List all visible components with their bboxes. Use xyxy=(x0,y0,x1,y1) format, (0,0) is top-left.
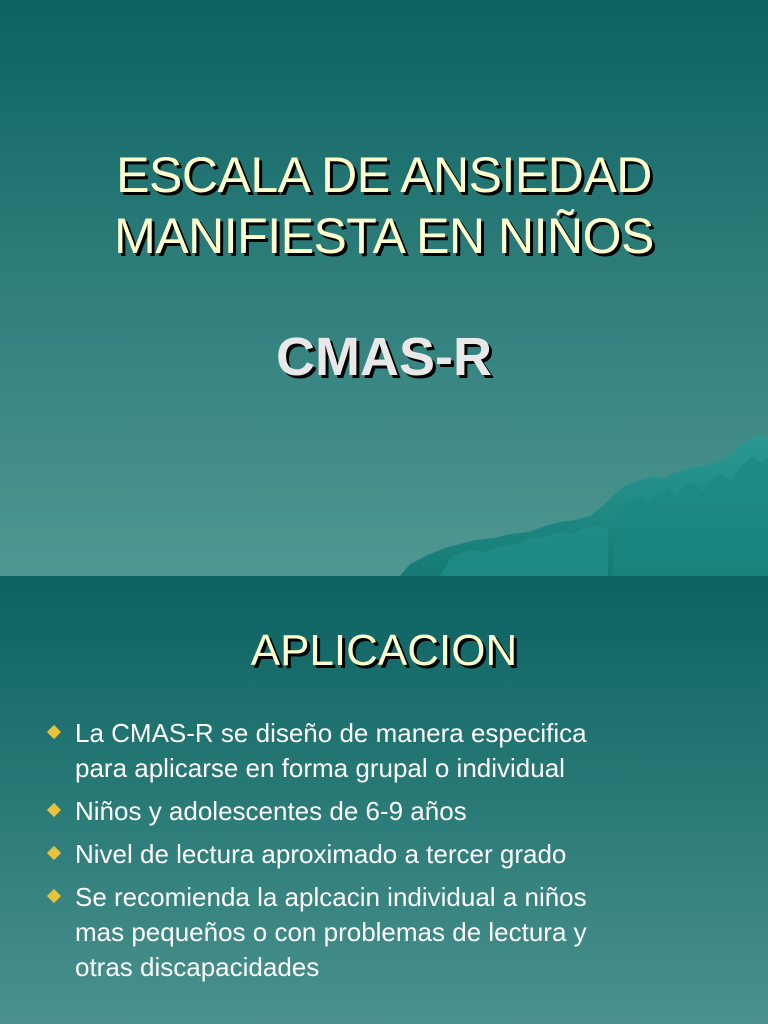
list-item-line: Niños y adolescentes de 6-9 años xyxy=(75,796,467,826)
slide-title-line-2: MANIFIESTA EN NIÑOS xyxy=(114,208,654,264)
slide-title-line-1: ESCALA DE ANSIEDAD xyxy=(116,147,652,203)
list-item xyxy=(46,794,726,829)
slide-title xyxy=(0,145,768,267)
list-item xyxy=(46,837,726,872)
content-slide xyxy=(0,576,768,1024)
list-item-line: otras discapacidades xyxy=(75,952,320,982)
list-item-line: Nivel de lectura aproximado a tercer grado xyxy=(75,839,567,869)
list-item-line: La CMAS-R se diseño de manera especifica xyxy=(75,718,587,748)
diamond-bullet-icon xyxy=(47,889,61,903)
list-item xyxy=(46,880,726,985)
diamond-bullet-icon xyxy=(47,725,61,739)
slide-heading: APLICACION xyxy=(250,626,518,675)
mountain-icon xyxy=(0,436,768,576)
slide-subtitle: CMAS-R xyxy=(276,327,492,387)
bullet-list xyxy=(46,716,726,993)
list-item-line: para aplicarse en forma grupal o individual xyxy=(75,753,565,783)
list-item-line: Se recomienda la aplcacin individual a niños xyxy=(75,882,587,912)
list-item-line: mas pequeños o con problemas de lectura y xyxy=(75,917,587,947)
diamond-bullet-icon xyxy=(47,846,61,860)
list-item xyxy=(46,716,726,786)
diamond-bullet-icon xyxy=(47,803,61,817)
